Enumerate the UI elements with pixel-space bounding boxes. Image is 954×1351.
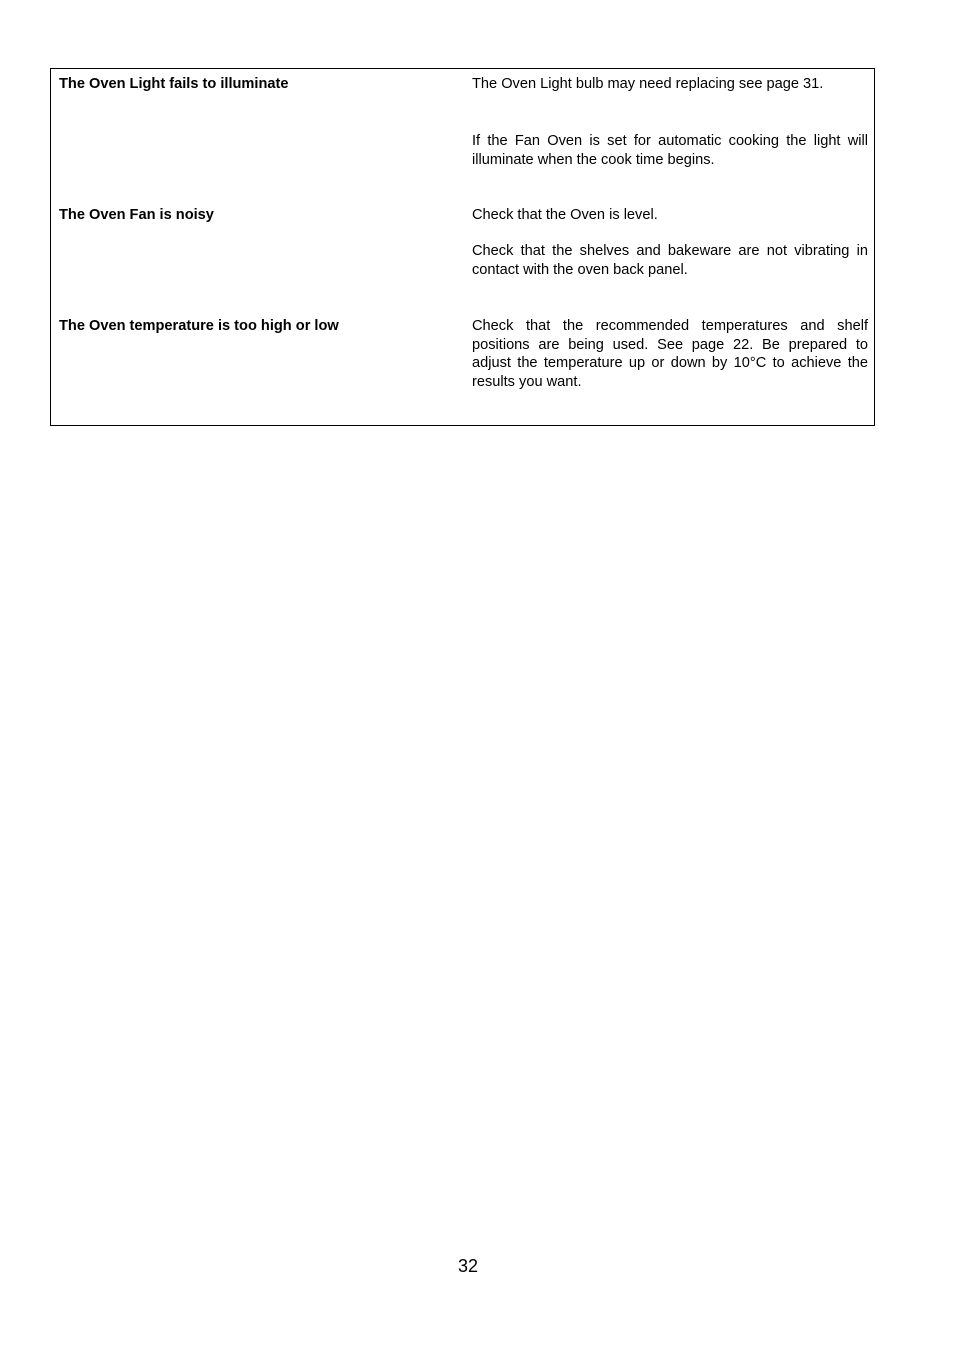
- remedy-oven-fan-shelves: Check that the shelves and bakeware are not vibrating in contact with the oven back panel.: [472, 243, 868, 278]
- remedy-oven-light-bulb: The Oven Light bulb may need replacing see page 31.: [472, 76, 824, 92]
- remedy-oven-fan-level: Check that the Oven is level.: [472, 207, 658, 223]
- problem-oven-fan: The Oven Fan is noisy: [59, 207, 214, 223]
- page-number: 32: [457, 1256, 479, 1276]
- troubleshooting-table: [50, 68, 875, 426]
- problem-oven-temperature: The Oven temperature is too high or low: [59, 318, 339, 334]
- remedy-oven-temperature: Check that the recommended temperatures and shelf positions are being used. See page 22. Be prepared to adjust the temperature up or down by 10°C to achieve the results you want.: [472, 318, 868, 390]
- remedy-oven-light-automatic: If the Fan Oven is set for automatic cooking the light will illuminate when the cook time begins.: [472, 133, 868, 168]
- problem-oven-light: The Oven Light fails to illuminate: [59, 76, 289, 92]
